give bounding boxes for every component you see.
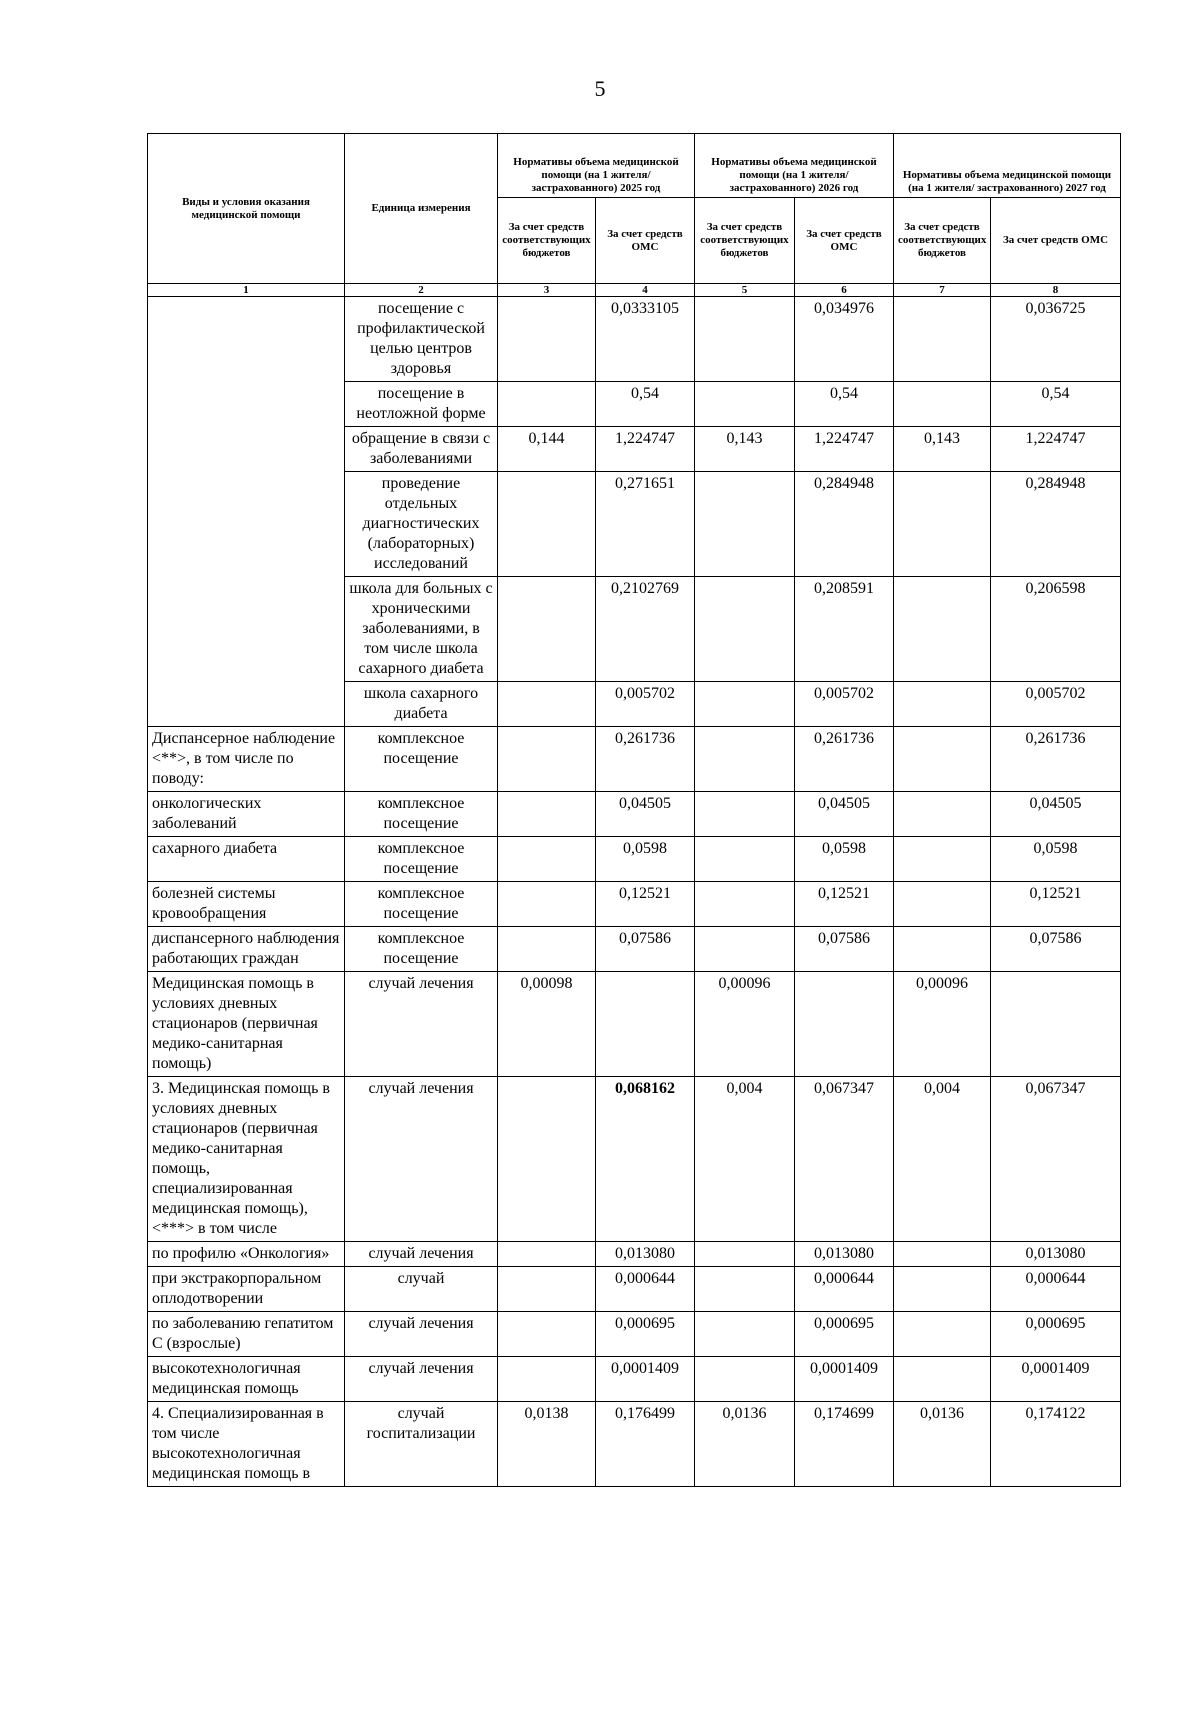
column-number: 2	[345, 284, 498, 297]
unit-cell: комплексное посещение	[345, 837, 498, 882]
value-cell	[498, 792, 596, 837]
value-cell	[695, 1242, 795, 1267]
unit-cell: случай лечения	[345, 1312, 498, 1357]
value-cell: 0,54	[991, 382, 1121, 427]
table-row	[148, 837, 1121, 882]
value-cell: 0,036725	[991, 297, 1121, 382]
service-type-cell: по заболеванию гепатитом С (взрослые)	[148, 1312, 345, 1357]
table-row	[148, 1267, 1121, 1312]
value-cell: 0,12521	[991, 882, 1121, 927]
value-cell	[695, 297, 795, 382]
value-cell: 0,013080	[991, 1242, 1121, 1267]
value-cell	[894, 1312, 991, 1357]
table-row	[148, 882, 1121, 927]
value-cell: 0,000644	[991, 1267, 1121, 1312]
value-cell	[894, 882, 991, 927]
value-cell	[991, 972, 1121, 1077]
value-cell: 0,144	[498, 427, 596, 472]
value-cell: 0,54	[795, 382, 894, 427]
header-sub-oms: За счет средств ОМС	[991, 198, 1121, 284]
value-cell: 1,224747	[795, 427, 894, 472]
value-cell	[498, 1267, 596, 1312]
header-sub-budget: За счет средств соответствующих бюджетов	[894, 198, 991, 284]
unit-cell: случай лечения	[345, 1357, 498, 1402]
value-cell: 1,224747	[596, 427, 695, 472]
service-type-cell: Диспансерное наблюдение <**>, в том числе по поводу:	[148, 727, 345, 792]
table-row	[148, 792, 1121, 837]
value-cell	[498, 1312, 596, 1357]
value-cell	[498, 837, 596, 882]
unit-cell: посещение в неотложной форме	[345, 382, 498, 427]
value-cell: 0,0333105	[596, 297, 695, 382]
value-cell: 0,143	[894, 427, 991, 472]
table-row	[148, 727, 1121, 792]
value-cell	[498, 1357, 596, 1402]
value-cell: 0,04505	[596, 792, 695, 837]
header-group-2025: Нормативы объема медицинской помощи (на 1 жителя/ застрахованного) 2025 год	[498, 134, 695, 198]
unit-cell: случай лечения	[345, 972, 498, 1077]
unit-cell: школа сахарного диабета	[345, 682, 498, 727]
page-number: 5	[594, 76, 606, 101]
value-cell: 0,04505	[991, 792, 1121, 837]
value-cell: 0,005702	[795, 682, 894, 727]
value-cell: 0,0136	[894, 1402, 991, 1487]
value-cell: 0,143	[695, 427, 795, 472]
value-cell: 0,00096	[894, 972, 991, 1077]
value-cell	[695, 837, 795, 882]
value-cell: 0,07586	[795, 927, 894, 972]
value-cell: 0,00098	[498, 972, 596, 1077]
value-cell: 1,224747	[991, 427, 1121, 472]
value-cell	[894, 837, 991, 882]
value-cell	[894, 472, 991, 577]
unit-cell: проведение отдельных диагностических (лабораторных) исследований	[345, 472, 498, 577]
value-cell: 0,174122	[991, 1402, 1121, 1487]
service-type-cell: высокотехнологичная медицинская помощь	[148, 1357, 345, 1402]
value-cell	[498, 1077, 596, 1242]
value-cell: 0,013080	[596, 1242, 695, 1267]
service-type-cell: 4. Специализированная в том числе высокотехнологичная медицинская помощь в	[148, 1402, 345, 1487]
value-cell: 0,0598	[596, 837, 695, 882]
header-sub-oms: За счет средств ОМС	[596, 198, 695, 284]
value-cell: 0,000644	[795, 1267, 894, 1312]
value-cell: 0,208591	[795, 577, 894, 682]
column-number: 3	[498, 284, 596, 297]
value-cell	[695, 382, 795, 427]
value-cell: 0,005702	[596, 682, 695, 727]
value-cell	[695, 682, 795, 727]
column-number: 1	[148, 284, 345, 297]
value-cell: 0,12521	[795, 882, 894, 927]
header-group-2026: Нормативы объема медицинской помощи (на 1 жителя/ застрахованного) 2026 год	[695, 134, 894, 198]
unit-cell: случай лечения	[345, 1242, 498, 1267]
value-cell: 0,0598	[991, 837, 1121, 882]
value-cell	[894, 1242, 991, 1267]
value-cell	[695, 472, 795, 577]
value-cell	[498, 297, 596, 382]
value-cell: 0,013080	[795, 1242, 894, 1267]
value-cell: 0,261736	[596, 727, 695, 792]
value-cell: 0,000695	[596, 1312, 695, 1357]
unit-cell: случай	[345, 1267, 498, 1312]
value-cell	[894, 1267, 991, 1312]
value-cell: 0,174699	[795, 1402, 894, 1487]
column-number: 7	[894, 284, 991, 297]
value-cell: 0,12521	[596, 882, 695, 927]
value-cell: 0,176499	[596, 1402, 695, 1487]
norms-table	[147, 133, 1121, 1487]
value-cell: 0,261736	[991, 727, 1121, 792]
value-cell: 0,271651	[596, 472, 695, 577]
value-cell	[695, 882, 795, 927]
value-cell	[498, 927, 596, 972]
service-type-cell: по профилю «Онкология»	[148, 1242, 345, 1267]
value-cell	[695, 577, 795, 682]
table-row	[148, 1357, 1121, 1402]
value-cell: 0,284948	[795, 472, 894, 577]
value-cell	[695, 792, 795, 837]
value-cell	[498, 577, 596, 682]
value-cell: 0,0598	[795, 837, 894, 882]
value-cell: 0,000644	[596, 1267, 695, 1312]
value-cell: 0,0001409	[991, 1357, 1121, 1402]
value-cell: 0,07586	[596, 927, 695, 972]
unit-cell: случай лечения	[345, 1077, 498, 1242]
value-cell	[498, 882, 596, 927]
table-row	[148, 1077, 1121, 1242]
value-cell	[498, 1242, 596, 1267]
value-cell	[894, 727, 991, 792]
value-cell: 0,005702	[991, 682, 1121, 727]
value-cell	[596, 972, 695, 1077]
value-cell: 0,00096	[695, 972, 795, 1077]
table-row	[148, 927, 1121, 972]
value-cell	[894, 297, 991, 382]
value-cell: 0,068162	[596, 1077, 695, 1242]
value-cell: 0,284948	[991, 472, 1121, 577]
unit-cell: комплексное посещение	[345, 792, 498, 837]
value-cell	[695, 1357, 795, 1402]
header-sub-oms: За счет средств ОМС	[795, 198, 894, 284]
header-unit: Единица измерения	[345, 134, 498, 284]
value-cell	[894, 792, 991, 837]
value-cell: 0,261736	[795, 727, 894, 792]
value-cell	[795, 972, 894, 1077]
service-type-cell	[148, 297, 345, 727]
header-sub-budget: За счет средств соответствующих бюджетов	[498, 198, 596, 284]
value-cell	[894, 927, 991, 972]
table-row	[148, 297, 1121, 382]
value-cell: 0,067347	[795, 1077, 894, 1242]
service-type-cell: при экстракорпоральном оплодотворении	[148, 1267, 345, 1312]
value-cell: 0,04505	[795, 792, 894, 837]
value-cell	[695, 927, 795, 972]
unit-cell: случай госпитализации	[345, 1402, 498, 1487]
value-cell	[894, 577, 991, 682]
unit-cell: школа для больных с хроническими заболеваниями, в том числе школа сахарного диабета	[345, 577, 498, 682]
value-cell	[894, 682, 991, 727]
value-cell	[498, 682, 596, 727]
service-type-cell: 3. Медицинская помощь в условиях дневных стационаров (первичная медико-санитарная помощь, специализированная медицинская помощь), <***> в том числе	[148, 1077, 345, 1242]
value-cell: 0,0136	[695, 1402, 795, 1487]
value-cell	[498, 727, 596, 792]
service-type-cell: онкологических заболеваний	[148, 792, 345, 837]
column-number: 4	[596, 284, 695, 297]
value-cell: 0,000695	[795, 1312, 894, 1357]
value-cell	[894, 1357, 991, 1402]
unit-cell: комплексное посещение	[345, 882, 498, 927]
value-cell	[695, 1267, 795, 1312]
table-row	[148, 972, 1121, 1077]
value-cell: 0,000695	[991, 1312, 1121, 1357]
table-row	[148, 1242, 1121, 1267]
service-type-cell: Медицинская помощь в условиях дневных стационаров (первичная медико-санитарная помощь)	[148, 972, 345, 1077]
column-number: 6	[795, 284, 894, 297]
unit-cell: обращение в связи с заболеваниями	[345, 427, 498, 472]
value-cell: 0,07586	[991, 927, 1121, 972]
value-cell	[894, 382, 991, 427]
column-number: 8	[991, 284, 1121, 297]
header-sub-budget: За счет средств соответствующих бюджетов	[695, 198, 795, 284]
value-cell: 0,2102769	[596, 577, 695, 682]
service-type-cell: болезней системы кровообращения	[148, 882, 345, 927]
value-cell	[498, 382, 596, 427]
value-cell	[498, 472, 596, 577]
value-cell	[695, 1312, 795, 1357]
table-row	[148, 1312, 1121, 1357]
service-type-cell: диспансерного наблюдения работающих граждан	[148, 927, 345, 972]
column-number: 5	[695, 284, 795, 297]
value-cell: 0,54	[596, 382, 695, 427]
value-cell: 0,067347	[991, 1077, 1121, 1242]
service-type-cell: сахарного диабета	[148, 837, 345, 882]
value-cell	[695, 727, 795, 792]
header-service-type: Виды и условия оказания медицинской помощи	[148, 134, 345, 284]
value-cell: 0,0001409	[596, 1357, 695, 1402]
value-cell: 0,0138	[498, 1402, 596, 1487]
unit-cell: комплексное посещение	[345, 727, 498, 792]
unit-cell: комплексное посещение	[345, 927, 498, 972]
value-cell: 0,206598	[991, 577, 1121, 682]
value-cell: 0,034976	[795, 297, 894, 382]
unit-cell: посещение с профилактической целью центров здоровья	[345, 297, 498, 382]
value-cell: 0,0001409	[795, 1357, 894, 1402]
header-group-2027: Нормативы объема медицинской помощи (на 1 жителя/ застрахованного) 2027 год	[894, 134, 1121, 198]
value-cell: 0,004	[894, 1077, 991, 1242]
value-cell: 0,004	[695, 1077, 795, 1242]
table-row	[148, 1402, 1121, 1487]
